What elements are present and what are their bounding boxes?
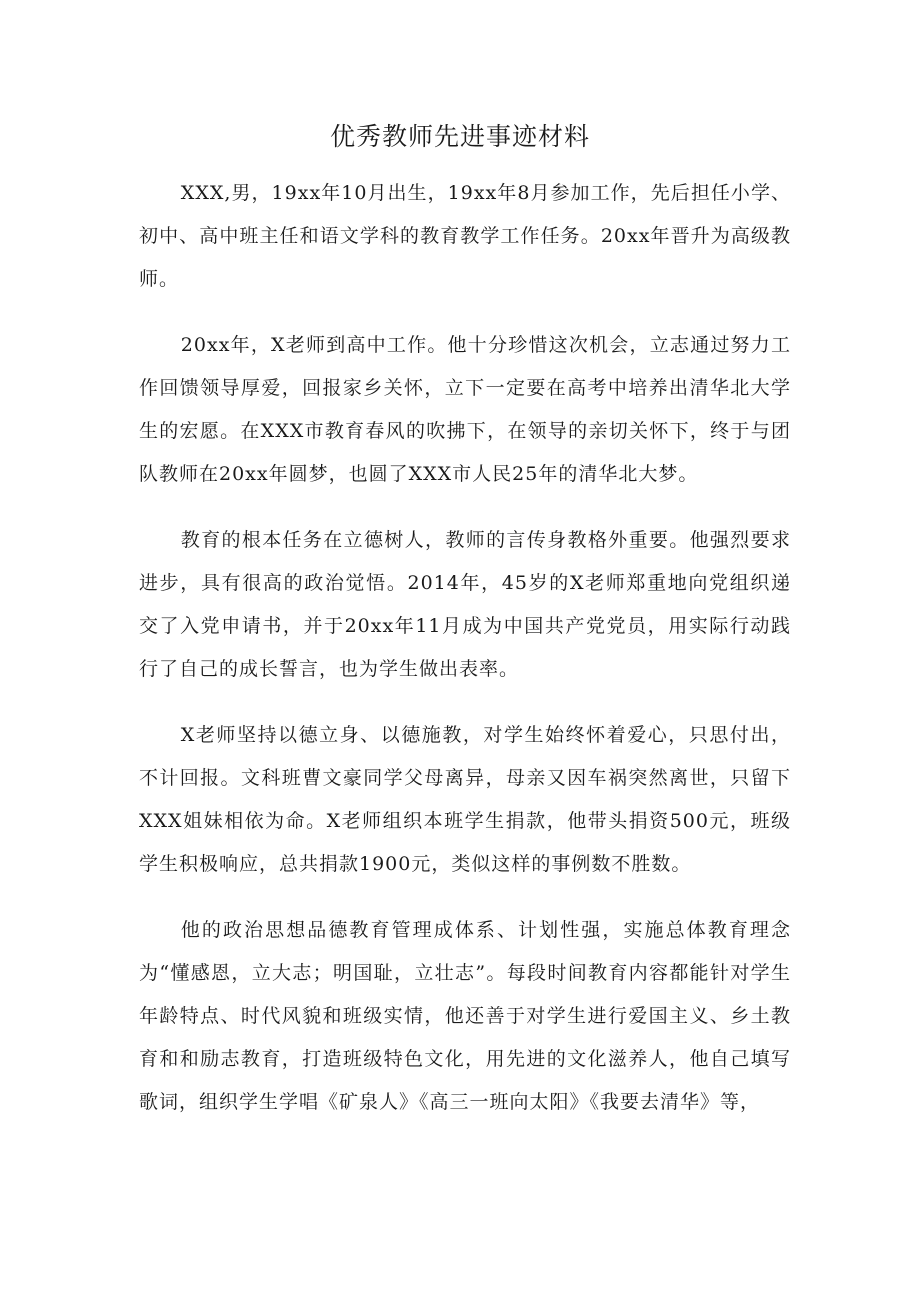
paragraph-4: X老师坚持以德立身、以德施教，对学生始终怀着爱心，只思付出，不计回报。文科班曹文豪同学父母离异，母亲又因车祸突然离世，只留下XXX姐妹相依为命。X老师组织本班学生捐款，他带头捐资500元，班级学生积极响应，总共捐款1900元，类似这样的事例数不胜数。 <box>139 724 791 875</box>
paragraph-3: 教育的根本任务在立德树人，教师的言传身教格外重要。他强烈要求进步，具有很高的政治觉悟。2014年，45岁的X老师郑重地向党组织递交了入党申请书，并于20xx年11月成为中国共产党党员，用实际行动践行了自己的成长誓言，也为学生做出表率。 <box>139 529 791 680</box>
paragraph-2: 20xx年，X老师到高中工作。他十分珍惜这次机会，立志通过努力工作回馈领导厚爱，回报家乡关怀，立下一定要在高考中培养出清华北大学生的宏愿。在XXX市教育春风的吹拂下，在领导的亲切关怀下，终于与团队教师在20xx年圆梦，也圆了XXX市人民25年的清华北大梦。 <box>139 334 791 485</box>
paragraph-5: 他的政治思想品德教育管理成体系、计划性强，实施总体教育理念为“懂感恩，立大志；明国耻，立壮志”。每段时间教育内容都能针对学生年龄特点、时代风貌和班级实情，他还善于对学生进行爱国主义、乡土教育和和励志教育，打造班级特色文化，用先进的文化滋养人，他自己填写歌词，组织学生学唱《矿泉人》《高三一班向太阳》《我要去清华》等， <box>139 919 791 1113</box>
paragraph-1: XXX,男，19xx年10月出生，19xx年8月参加工作，先后担任小学、初中、高中班主任和语文学科的教育教学工作任务。20xx年晋升为高级教师。 <box>139 182 791 290</box>
document-body <box>139 172 791 1147</box>
document-title: 优秀教师先进事迹材料 <box>329 122 590 151</box>
